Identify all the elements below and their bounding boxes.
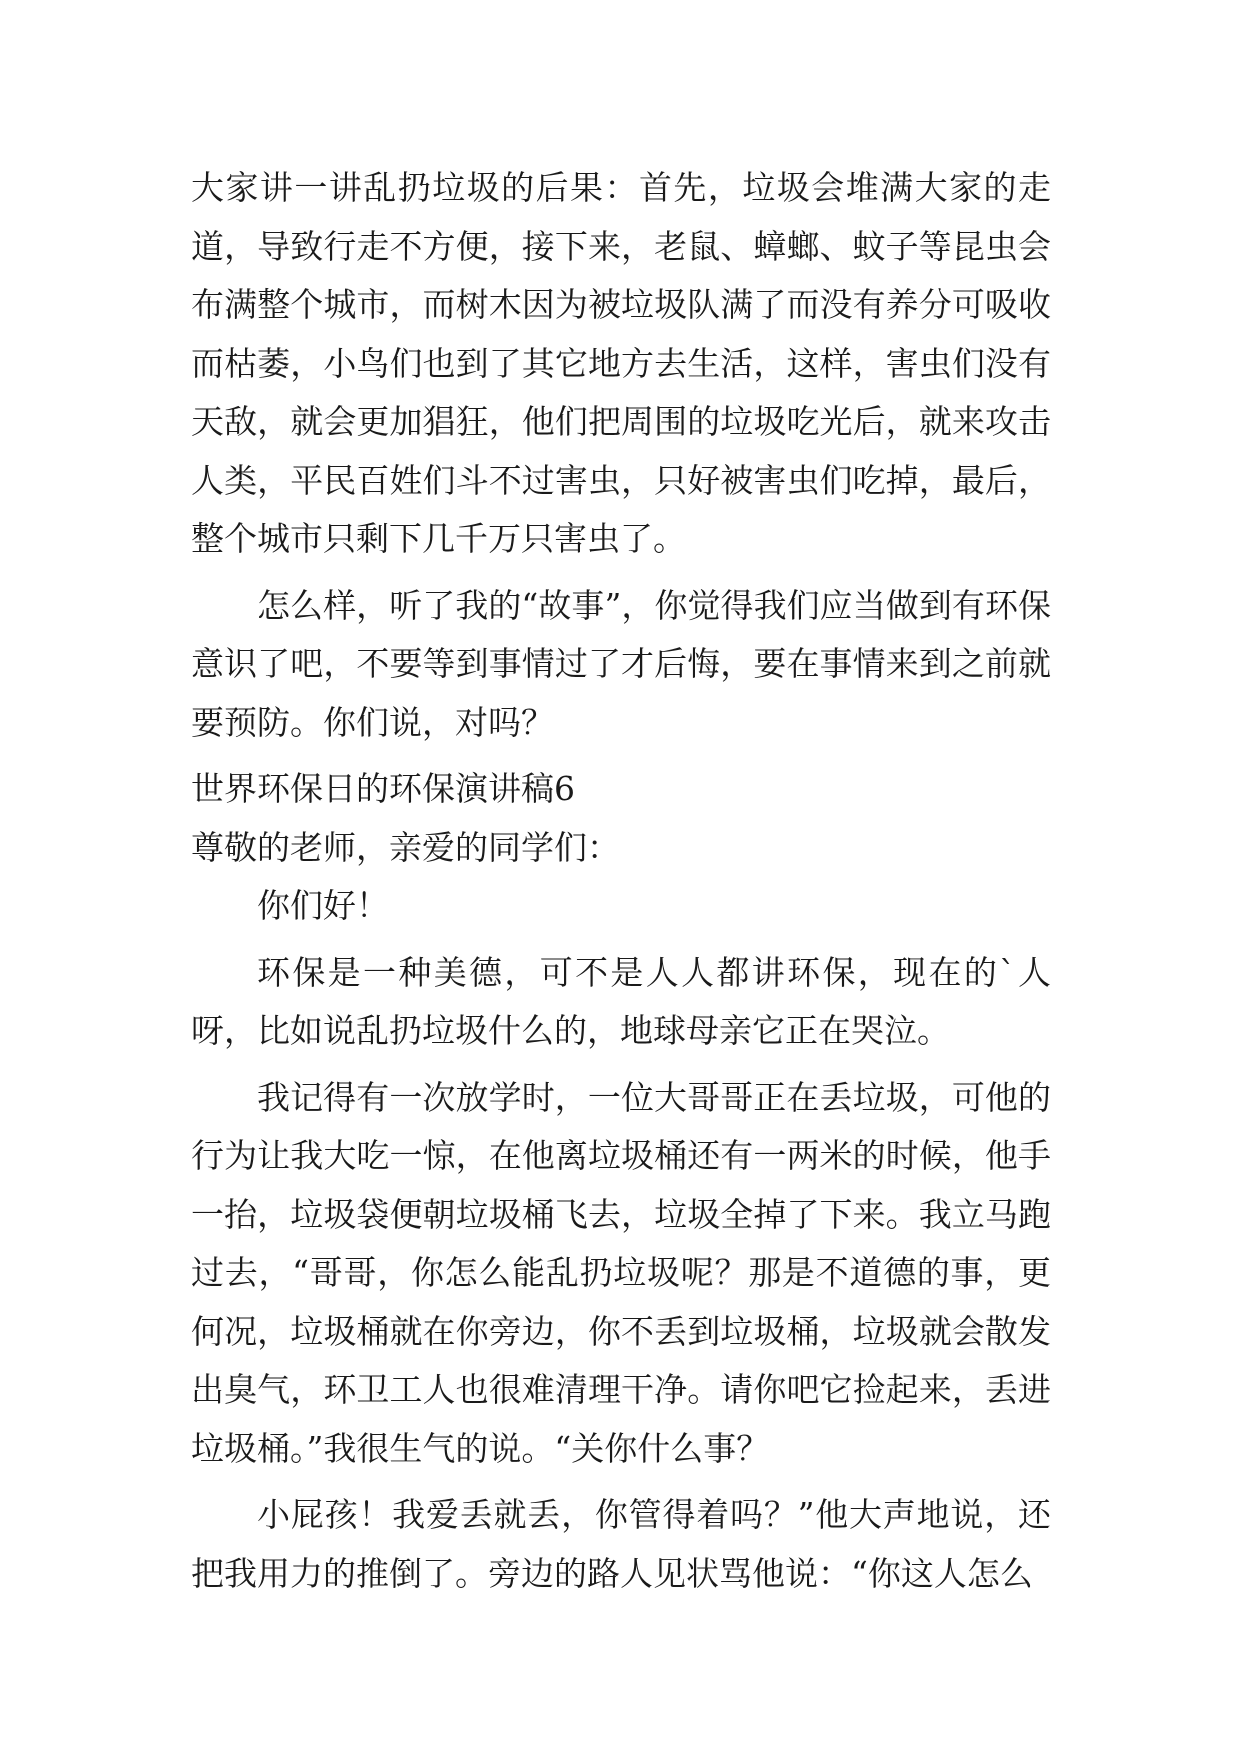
- body-paragraph: 环保是一种美德，可不是人人都讲环保，现在的`人呀，比如说乱扔垃圾什么的，地球母亲它正在哭泣。: [191, 952, 1051, 1050]
- document-body: [191, 159, 1051, 1611]
- greeting: 你们好！: [257, 886, 389, 925]
- body-paragraph: 怎么样，听了我的“故事”，你觉得我们应当做到有环保意识了吧，不要等到事情过了才后悔，要在事情来到之前就要预防。你们说，对吗？: [191, 585, 1051, 742]
- salutation: 尊敬的老师，亲爱的同学们：: [191, 827, 620, 867]
- body-paragraph: 小屁孩！我爱丢就丢，你管得着吗？”他大声地说，还把我用力的推倒了。旁边的路人见状骂他说：“你这人怎么: [191, 1495, 1051, 1593]
- body-paragraph: 我记得有一次放学时，一位大哥哥正在丢垃圾，可他的行为让我大吃一惊，在他离垃圾桶还有一两米的时候，他手一抬，垃圾袋便朝垃圾桶飞去，垃圾全掉了下来。我立马跑过去，“哥哥，你怎么能乱扔垃圾呢？那是不道德的事，更何况，垃圾桶就在你旁边，你不丢到垃圾桶，垃圾就会散发出臭气，环卫工人也很难清理干净。请你吧它捡起来，丢进垃圾桶。”我很生气的说。“关你什么事？: [191, 1077, 1051, 1468]
- body-paragraph: 大家讲一讲乱扔垃圾的后果：首先，垃圾会堆满大家的走道，导致行走不方便，接下来，老鼠、蟑螂、蚊子等昆虫会布满整个城市，而树木因为被垃圾队满了而没有养分可吸收而枯萎，小鸟们也到了其它地方去生活，这样，害虫们没有天敌，就会更加猖狂，他们把周围的垃圾吃光后，就来攻击人类，平民百姓们斗不过害虫，只好被害虫们吃掉，最后，整个城市只剩下几千万只害虫了。: [191, 168, 1051, 558]
- section-heading: 世界环保日的环保演讲稿6: [191, 769, 575, 808]
